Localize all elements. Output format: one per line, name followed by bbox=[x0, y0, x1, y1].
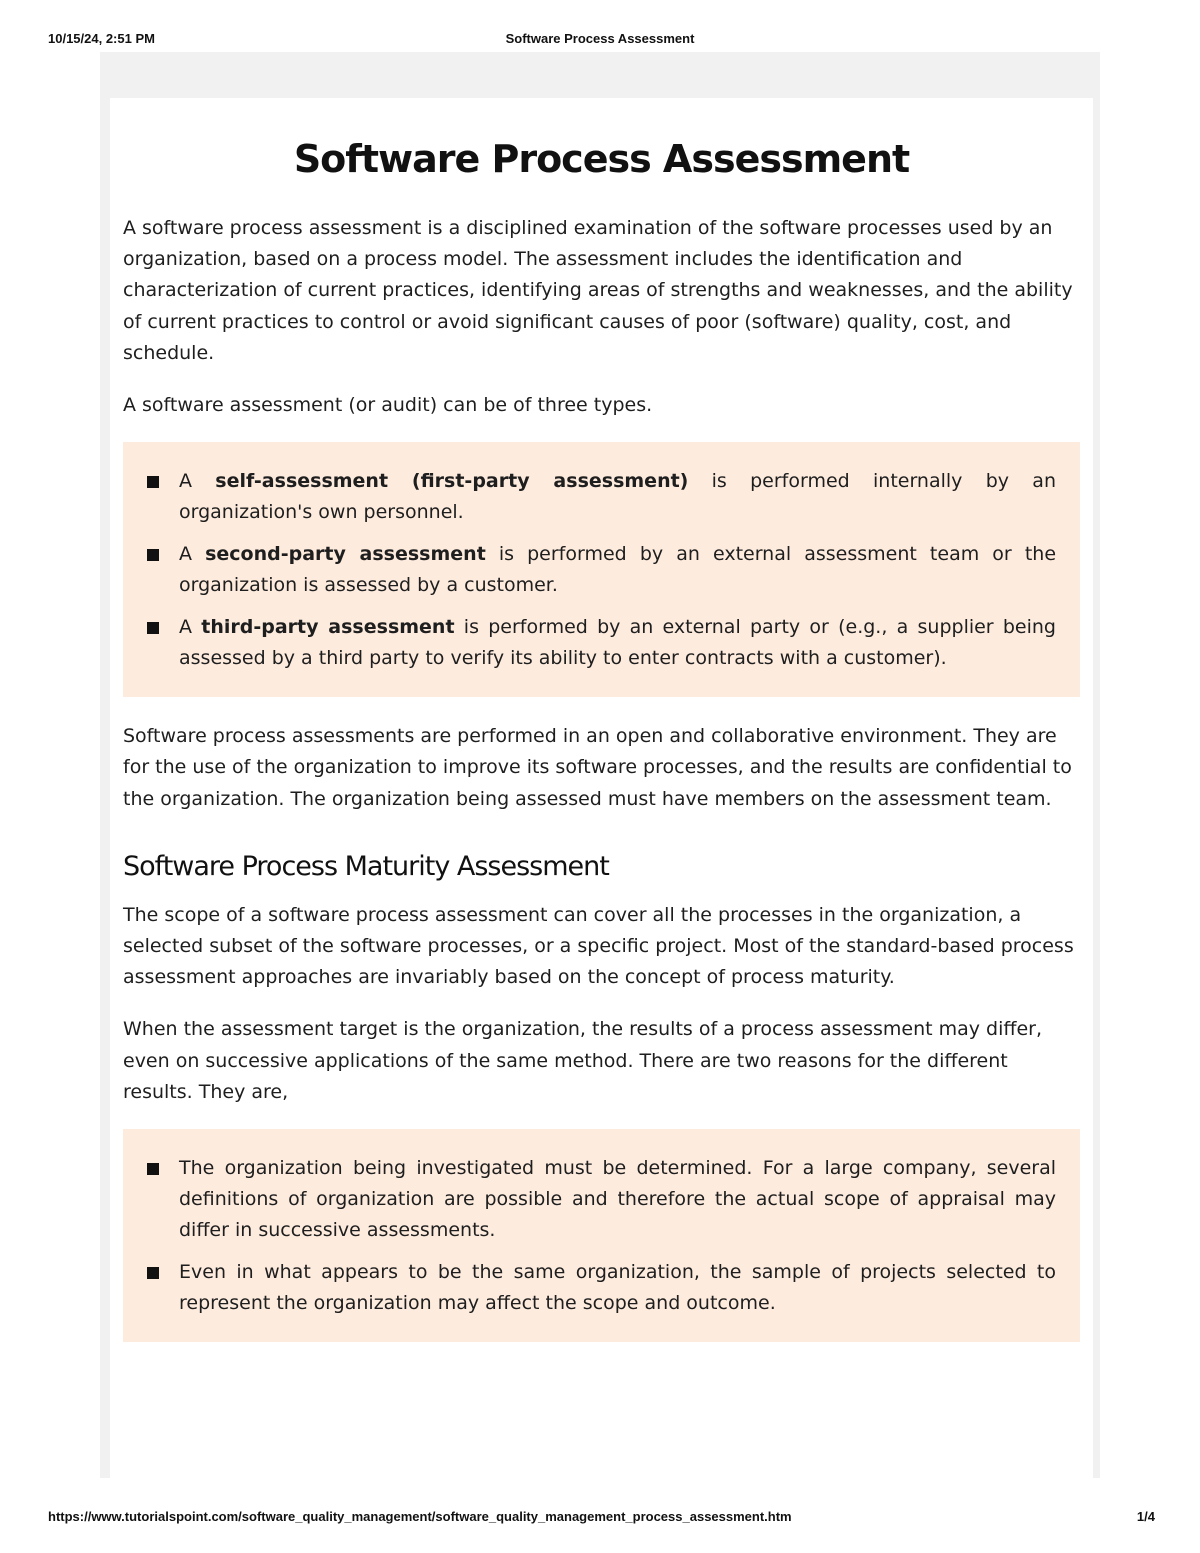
reasons-list bbox=[147, 1153, 1056, 1319]
list-item: A second-party assessment is performed by an external assessment team or the organization is assessed by a customer. bbox=[147, 539, 1056, 601]
term-bold: self-assessment (first-party assessment) bbox=[215, 470, 689, 493]
scope-paragraph: The scope of a software process assessment can cover all the processes in the organization, a selected subset of the software processes, or a specific project. Most of the standard-based process assessment approaches are invariably based on the concept of process maturity. bbox=[123, 903, 1074, 989]
term-bold: third-party assessment bbox=[201, 616, 455, 639]
square-bullet-icon bbox=[147, 476, 159, 488]
list-item: A third-party assessment is performed by an external party or (e.g., a supplier being assessed by a third party to verify its ability to enter contracts with a customer). bbox=[147, 612, 1056, 674]
types-intro-paragraph: A software assessment (or audit) can be of three types. bbox=[123, 394, 653, 417]
square-bullet-icon bbox=[147, 1267, 159, 1279]
print-url: https://www.tutorialspoint.com/software_quality_management/software_quality_management_process_assessment.htm bbox=[48, 1509, 792, 1524]
page-title: Software Process Assessment bbox=[293, 137, 910, 181]
term-bold: second-party assessment bbox=[205, 543, 486, 566]
list-item: The organization being investigated must be determined. For a large company, several definitions of organization are possible and therefore the actual scope of appraisal may differ in successive assessments. bbox=[147, 1153, 1056, 1246]
print-footer bbox=[48, 1509, 1155, 1527]
environment-paragraph: Software process assessments are performed in an open and collaborative environment. They are for the use of the organization to improve its software processes, and the results are confidential to the organization. The organization being assessed must have members on the assessment team. bbox=[123, 725, 1072, 810]
list-item: Even in what appears to be the same organization, the sample of projects selected to represent the organization may affect the scope and outcome. bbox=[147, 1257, 1056, 1319]
target-paragraph: When the assessment target is the organization, the results of a process assessment may differ, even on successive applications of the same method. There are two reasons for the different results. They are, bbox=[123, 1018, 1043, 1103]
page-number: 1/4 bbox=[1136, 1509, 1155, 1524]
intro-paragraph: A software process assessment is a disciplined examination of the software processes used by an organization, based on a process model. The assessment includes the identification and characterization of current practices, identifying areas of strengths and weaknesses, and the ability of current practices to control or avoid significant causes of poor (software) quality, cost, and schedule. bbox=[123, 217, 1073, 364]
square-bullet-icon bbox=[147, 549, 159, 561]
square-bullet-icon bbox=[147, 1163, 159, 1175]
assessment-types-list bbox=[147, 466, 1056, 674]
print-doc-title: Software Process Assessment bbox=[505, 31, 695, 46]
reasons-box bbox=[123, 1129, 1080, 1342]
print-date: 10/15/24, 2:51 PM bbox=[48, 31, 155, 46]
print-header bbox=[48, 31, 1152, 49]
list-item: A self-assessment (first-party assessment) is performed internally by an organization's own personnel. bbox=[147, 466, 1056, 528]
article-content bbox=[123, 130, 1080, 1342]
square-bullet-icon bbox=[147, 622, 159, 634]
section-heading: Software Process Maturity Assessment bbox=[123, 850, 609, 882]
assessment-types-box bbox=[123, 442, 1080, 697]
